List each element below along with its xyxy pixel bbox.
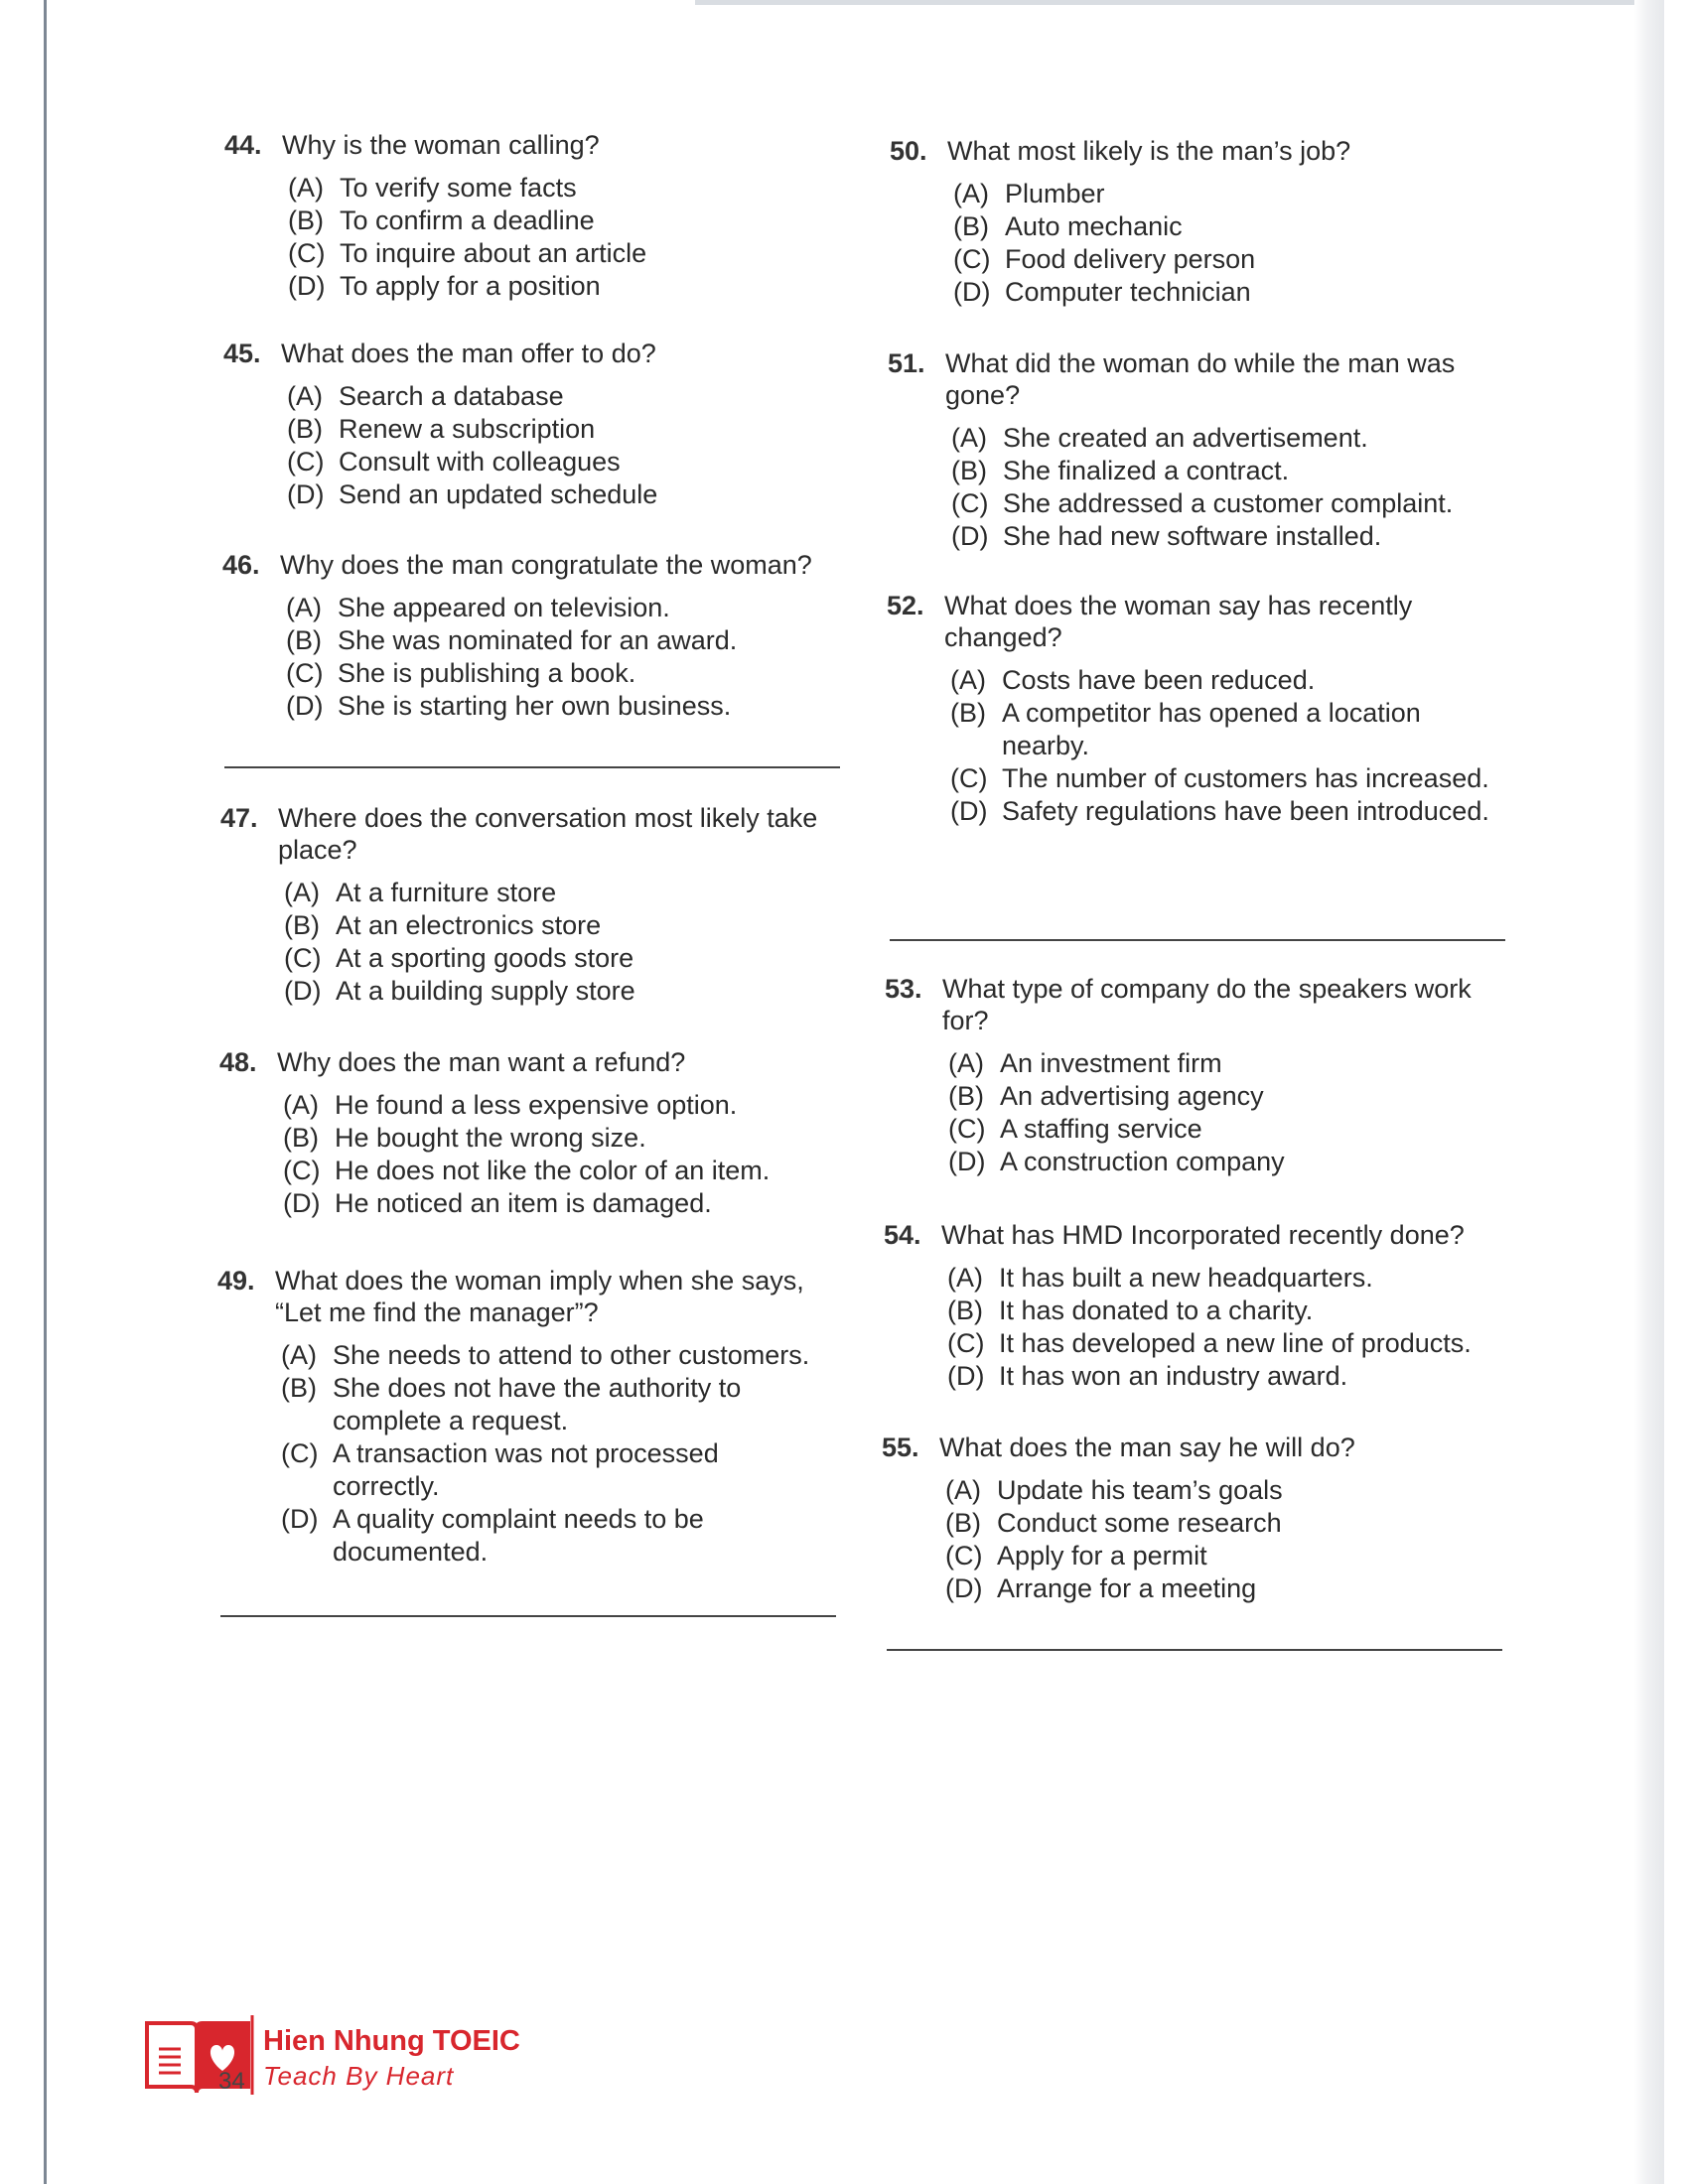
option-text: Computer technician xyxy=(1005,277,1251,307)
answer-options xyxy=(951,422,1523,553)
answer-options xyxy=(287,380,859,511)
question-number: 45. xyxy=(223,339,261,368)
option-letter: (C) xyxy=(288,238,326,268)
option-text: A quality complaint needs to be documented. xyxy=(333,1504,704,1567)
answer-option xyxy=(281,1503,853,1569)
answer-options xyxy=(945,1474,1517,1605)
answer-options xyxy=(950,664,1522,828)
answer-option xyxy=(948,1047,1520,1080)
answer-options xyxy=(286,592,858,723)
answer-option xyxy=(945,1474,1517,1507)
option-text: She appeared on television. xyxy=(338,593,670,622)
question-49 xyxy=(217,1265,853,1569)
question-47 xyxy=(220,802,856,1008)
option-letter: (B) xyxy=(283,1123,319,1153)
option-text: At an electronics store xyxy=(336,910,602,940)
option-text: To apply for a position xyxy=(340,271,601,301)
option-letter: (B) xyxy=(287,414,323,444)
option-text: It has won an industry award. xyxy=(999,1361,1348,1391)
option-letter: (B) xyxy=(945,1508,981,1538)
question-text: Why does the man want a refund? xyxy=(277,1047,686,1077)
option-letter: (A) xyxy=(284,878,320,907)
option-letter: (D) xyxy=(288,271,326,301)
option-text: Consult with colleagues xyxy=(339,447,621,477)
question-header xyxy=(885,973,1520,1036)
option-text: Apply for a permit xyxy=(997,1541,1207,1570)
divider-after-52 xyxy=(890,939,1505,941)
answer-option xyxy=(947,1360,1519,1393)
option-letter: (A) xyxy=(951,423,987,453)
option-letter: (D) xyxy=(948,1147,986,1176)
option-text: She needs to attend to other customers. xyxy=(333,1340,810,1370)
question-text: What does the woman say has recently changed? xyxy=(944,591,1413,652)
option-letter: (C) xyxy=(951,488,989,518)
option-text: At a building supply store xyxy=(336,976,635,1006)
question-number: 54. xyxy=(884,1220,921,1250)
option-letter: (A) xyxy=(286,593,322,622)
answer-option xyxy=(950,664,1522,697)
option-letter: (B) xyxy=(288,205,324,235)
option-text: It has donated to a charity. xyxy=(999,1296,1314,1325)
question-54 xyxy=(884,1219,1519,1393)
question-51 xyxy=(888,347,1523,553)
option-text: He found a less expensive option. xyxy=(335,1090,738,1120)
option-letter: (D) xyxy=(953,277,991,307)
option-letter: (D) xyxy=(283,1188,321,1218)
option-letter: (C) xyxy=(281,1438,319,1468)
answer-option xyxy=(950,697,1522,762)
answer-option xyxy=(953,178,1525,210)
option-text: An investment firm xyxy=(1000,1048,1222,1078)
option-text: To verify some facts xyxy=(340,173,577,203)
option-text: The number of customers has increased. xyxy=(1002,763,1489,793)
option-text: At a furniture store xyxy=(336,878,557,907)
option-text: It has built a new headquarters. xyxy=(999,1263,1373,1293)
question-text: What most likely is the man’s job? xyxy=(947,136,1351,166)
option-text: Conduct some research xyxy=(997,1508,1282,1538)
option-letter: (D) xyxy=(284,976,322,1006)
answer-option xyxy=(283,1187,855,1220)
option-letter: (C) xyxy=(950,763,988,793)
question-55 xyxy=(882,1432,1517,1605)
question-number: 52. xyxy=(887,591,924,620)
question-48 xyxy=(219,1046,855,1220)
answer-options xyxy=(281,1339,853,1569)
brand-subtitle: Teach By Heart xyxy=(263,2061,455,2091)
answer-option xyxy=(286,657,858,690)
answer-option xyxy=(945,1572,1517,1605)
question-number: 48. xyxy=(219,1047,257,1077)
option-letter: (B) xyxy=(953,211,989,241)
question-header xyxy=(219,1046,855,1078)
option-letter: (D) xyxy=(947,1361,985,1391)
divider-after-46 xyxy=(224,766,840,768)
answer-option xyxy=(947,1295,1519,1327)
option-letter: (A) xyxy=(950,665,986,695)
option-text: To inquire about an article xyxy=(340,238,647,268)
option-text: She is starting her own business. xyxy=(338,691,732,721)
option-text: Safety regulations have been introduced. xyxy=(1002,796,1489,826)
divider-after-55 xyxy=(887,1649,1502,1651)
answer-option xyxy=(951,487,1523,520)
question-45 xyxy=(223,338,859,511)
option-letter: (B) xyxy=(947,1296,983,1325)
answer-option xyxy=(287,380,859,413)
answer-option xyxy=(281,1372,853,1437)
question-52 xyxy=(887,590,1522,828)
option-text: Costs have been reduced. xyxy=(1002,665,1316,695)
answer-option xyxy=(281,1437,853,1503)
answer-option xyxy=(953,210,1525,243)
question-header xyxy=(224,129,860,161)
option-text: At a sporting goods store xyxy=(336,943,634,973)
answer-option xyxy=(953,276,1525,309)
option-letter: (A) xyxy=(953,179,989,208)
question-number: 44. xyxy=(224,130,262,160)
question-number: 50. xyxy=(890,136,927,166)
answer-option xyxy=(951,455,1523,487)
question-header xyxy=(217,1265,853,1328)
answer-option xyxy=(947,1327,1519,1360)
answer-option xyxy=(948,1146,1520,1178)
option-text: She was nominated for an award. xyxy=(338,625,738,655)
answer-option xyxy=(287,478,859,511)
answer-option xyxy=(284,942,856,975)
option-text: She addressed a customer complaint. xyxy=(1003,488,1454,518)
answer-option xyxy=(284,877,856,909)
option-text: Search a database xyxy=(339,381,564,411)
option-text: To confirm a deadline xyxy=(340,205,595,235)
option-text: Plumber xyxy=(1005,179,1105,208)
answer-option xyxy=(951,422,1523,455)
option-letter: (C) xyxy=(283,1156,321,1185)
option-text: He bought the wrong size. xyxy=(335,1123,646,1153)
answer-options xyxy=(288,172,860,303)
option-text: A competitor has opened a location nearby. xyxy=(1002,698,1421,760)
option-letter: (B) xyxy=(284,910,320,940)
option-letter: (A) xyxy=(948,1048,984,1078)
question-header xyxy=(222,549,858,581)
question-text: What has HMD Incorporated recently done? xyxy=(941,1220,1465,1250)
option-letter: (B) xyxy=(281,1373,317,1403)
option-letter: (D) xyxy=(281,1504,319,1534)
question-text: What does the woman imply when she says, “Let me find the manager”? xyxy=(275,1266,804,1327)
option-letter: (B) xyxy=(286,625,322,655)
option-letter: (A) xyxy=(281,1340,317,1370)
option-text: Send an updated schedule xyxy=(339,479,658,509)
option-text: It has developed a new line of products. xyxy=(999,1328,1472,1358)
question-text: What did the woman do while the man was gone? xyxy=(945,348,1456,410)
answer-options xyxy=(284,877,856,1008)
question-header xyxy=(888,347,1523,411)
option-text: She had new software installed. xyxy=(1003,521,1382,551)
option-letter: (D) xyxy=(286,691,324,721)
option-letter: (A) xyxy=(947,1263,983,1293)
question-header xyxy=(882,1432,1517,1463)
brand-title: Hien Nhung TOEIC xyxy=(263,2025,520,2057)
answer-options xyxy=(948,1047,1520,1178)
option-letter: (C) xyxy=(947,1328,985,1358)
option-letter: (A) xyxy=(945,1475,981,1505)
answer-option xyxy=(286,690,858,723)
scan-edge-top xyxy=(695,0,1648,5)
answer-option xyxy=(953,243,1525,276)
option-text: Renew a subscription xyxy=(339,414,596,444)
question-header xyxy=(223,338,859,369)
question-53 xyxy=(885,973,1520,1178)
question-header xyxy=(890,135,1525,167)
answer-option xyxy=(951,520,1523,553)
answer-option xyxy=(283,1155,855,1187)
option-letter: (C) xyxy=(284,943,322,973)
option-text: An advertising agency xyxy=(1000,1081,1264,1111)
question-text: Why is the woman calling? xyxy=(282,130,600,160)
answer-options xyxy=(947,1262,1519,1393)
option-letter: (B) xyxy=(948,1081,984,1111)
answer-options xyxy=(283,1089,855,1220)
option-text: A construction company xyxy=(1000,1147,1285,1176)
question-text: What does the man say he will do? xyxy=(939,1433,1355,1462)
question-number: 51. xyxy=(888,348,925,378)
option-letter: (B) xyxy=(950,698,986,728)
scan-edge-right xyxy=(1634,0,1664,2184)
option-letter: (A) xyxy=(288,173,324,203)
option-letter: (C) xyxy=(945,1541,983,1570)
question-46 xyxy=(222,549,858,723)
option-letter: (D) xyxy=(950,796,988,826)
answer-option xyxy=(281,1339,853,1372)
answer-option xyxy=(283,1122,855,1155)
question-text: What type of company do the speakers work for? xyxy=(942,974,1472,1035)
answer-option xyxy=(950,762,1522,795)
answer-option xyxy=(948,1113,1520,1146)
question-header xyxy=(220,802,856,866)
question-number: 47. xyxy=(220,803,258,833)
question-50 xyxy=(890,135,1525,309)
option-letter: (A) xyxy=(283,1090,319,1120)
option-text: He noticed an item is damaged. xyxy=(335,1188,712,1218)
question-number: 49. xyxy=(217,1266,255,1296)
answer-option xyxy=(948,1080,1520,1113)
answer-option xyxy=(288,270,860,303)
answer-option xyxy=(283,1089,855,1122)
option-letter: (B) xyxy=(951,456,987,485)
option-letter: (D) xyxy=(287,479,325,509)
answer-option xyxy=(286,592,858,624)
answer-option xyxy=(288,205,860,237)
option-letter: (A) xyxy=(287,381,323,411)
answer-option xyxy=(945,1540,1517,1572)
question-text: What does the man offer to do? xyxy=(281,339,656,368)
option-letter: (C) xyxy=(286,658,324,688)
question-number: 53. xyxy=(885,974,922,1004)
option-text: A transaction was not processed correctly. xyxy=(333,1438,719,1501)
question-text: Where does the conversation most likely take place? xyxy=(278,803,818,865)
option-text: She is publishing a book. xyxy=(338,658,636,688)
answer-option xyxy=(288,237,860,270)
page-number: 34 xyxy=(218,2068,245,2095)
option-text: Food delivery person xyxy=(1005,244,1256,274)
option-text: She finalized a contract. xyxy=(1003,456,1290,485)
question-44 xyxy=(224,129,860,303)
option-text: She does not have the authority to complete a request. xyxy=(333,1373,742,1435)
question-number: 46. xyxy=(222,550,260,580)
answer-option xyxy=(287,413,859,446)
option-text: She created an advertisement. xyxy=(1003,423,1368,453)
scan-edge-left xyxy=(44,0,47,2184)
option-letter: (C) xyxy=(953,244,991,274)
question-text: Why does the man congratulate the woman? xyxy=(280,550,812,580)
answer-option xyxy=(945,1507,1517,1540)
option-text: Auto mechanic xyxy=(1005,211,1183,241)
question-header xyxy=(887,590,1522,653)
option-letter: (C) xyxy=(948,1114,986,1144)
answer-option xyxy=(947,1262,1519,1295)
option-letter: (C) xyxy=(287,447,325,477)
option-letter: (D) xyxy=(951,521,989,551)
question-number: 55. xyxy=(882,1433,919,1462)
option-text: Update his team’s goals xyxy=(997,1475,1283,1505)
option-text: A staffing service xyxy=(1000,1114,1202,1144)
option-text: Arrange for a meeting xyxy=(997,1573,1257,1603)
answer-option xyxy=(288,172,860,205)
divider-after-49 xyxy=(220,1615,836,1617)
option-letter: (D) xyxy=(945,1573,983,1603)
answer-options xyxy=(953,178,1525,309)
answer-option xyxy=(287,446,859,478)
question-header xyxy=(884,1219,1519,1251)
answer-option xyxy=(286,624,858,657)
answer-option xyxy=(284,909,856,942)
answer-option xyxy=(284,975,856,1008)
answer-option xyxy=(950,795,1522,828)
option-text: He does not like the color of an item. xyxy=(335,1156,771,1185)
